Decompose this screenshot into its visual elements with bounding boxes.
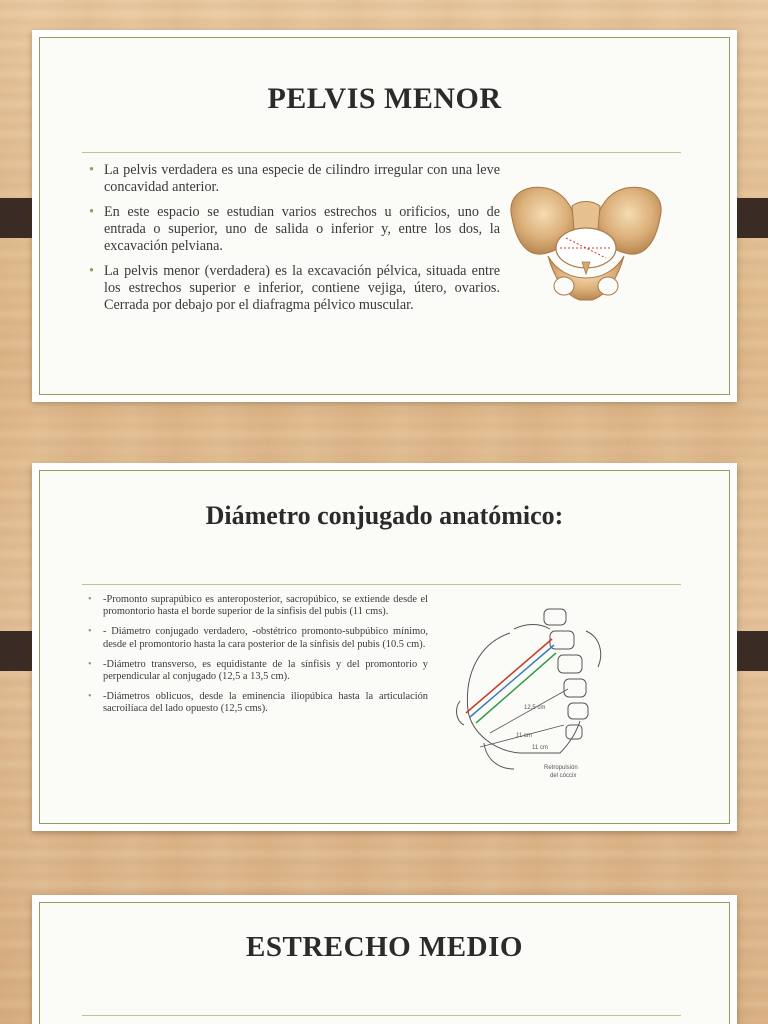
bullet-item: • - Diámetro conjugado verdadero, -obstétrico promonto-subpúbico mínimo, desde el promontorio hasta la cara posterior de la sínfisis del pubis (10.5 cm). [88,626,428,650]
bullet-item: • -Promonto suprapúbico es anteroposterior, sacropúbico, se extiende desde el promontorio hasta el borde superior de la sínfisis del pubis (11 cms). [88,594,428,618]
title-rule [82,584,681,585]
slide-estrecho-medio [32,895,737,1024]
bullet-dot-icon: • [88,658,92,670]
measure-label: 11 cm [516,733,532,739]
bullet-item: • -Diámetros oblicuos, desde la eminencia iliopúbica hasta la articulación sacroilíaca del lado opuesto (12,5 cms). [88,691,428,715]
bullet-item: • La pelvis menor (verdadera) es la excavación pélvica, situada entre los estrechos superior e inferior, contiene vejiga, útero, ovarios. Cerrada por debajo por el diafragma pélvico muscular. [89,263,500,313]
title-rule [82,1015,681,1016]
bullet-dot-icon: • [88,691,92,703]
bullet-dot-icon: • [89,204,94,220]
slide-title: Diámetro conjugado anatómico: [205,501,564,530]
bullet-list [88,594,428,724]
measure-label: 11 cm [532,745,548,751]
title-rule [82,152,681,153]
slide-diametro-conjugado [32,463,737,831]
bullet-dot-icon: • [88,594,92,605]
bullet-item: • En este espacio se estudian varios estrechos u orificios, uno de entrada o superior, uno de salida o inferior y, entre los dos, la excavación pelviana. [89,204,500,254]
bullet-item: • La pelvis verdadera es una especie de cilindro irregular con una leve concavidad anterior. [89,162,500,195]
bullet-dot-icon: • [89,263,94,279]
slide-pelvis-menor [32,30,737,402]
slide-title: ESTRECHO MEDIO [246,931,523,963]
bullet-dot-icon: • [89,162,94,178]
bullet-item: • -Diámetro transverso, es equidistante de la sínfisis y del promontorio y perpendicular al conjugado (12,5 a 13,5 cm). [88,658,428,683]
bullet-list [89,162,500,322]
figure-caption: del cóccix [550,773,577,779]
pelvis-bone-illustration-icon [502,178,670,318]
measure-label: 12,5 cm [524,705,546,711]
figure-caption: Retropulsión [544,765,578,771]
slide-title: PELVIS MENOR [267,82,502,115]
pelvic-diameters-diagram-icon [440,593,640,789]
bullet-dot-icon: • [88,626,92,638]
